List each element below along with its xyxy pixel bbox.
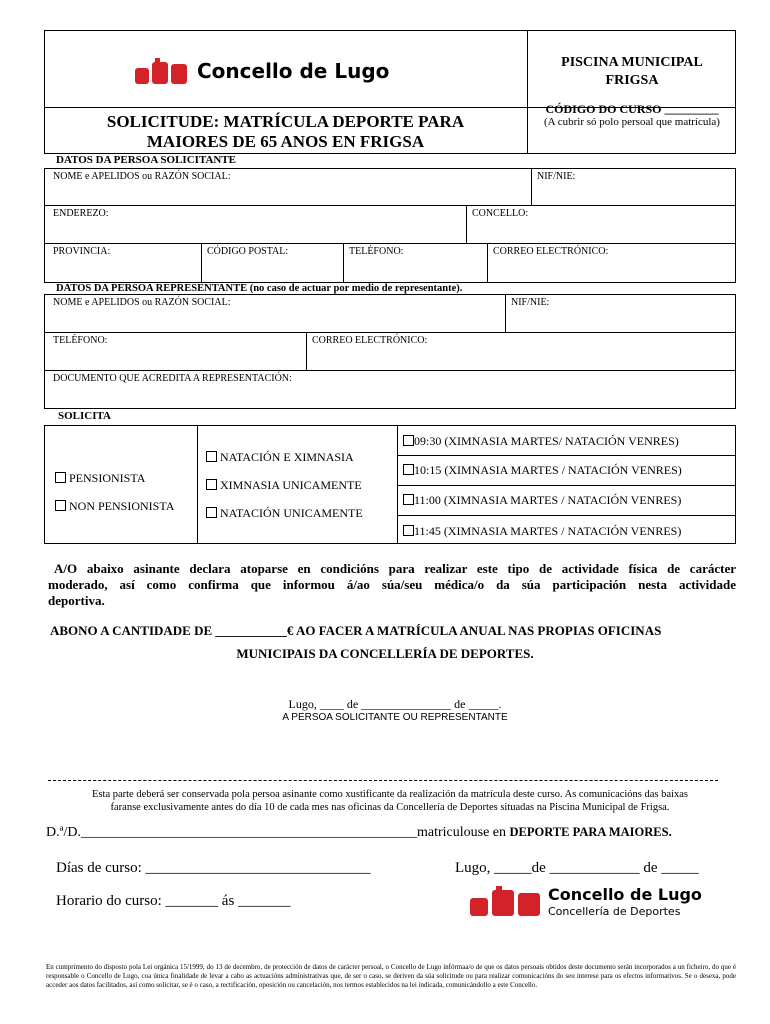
- applicant-name-field[interactable]: NOME e APELIDOS ou RAZÓN SOCIAL:: [53, 171, 231, 182]
- receipt-enrolled[interactable]: [46, 825, 672, 841]
- activity-gym-only-option[interactable]: [206, 478, 362, 493]
- receipt-note-line2: faranse exclusivamente antes do día 10 de cada mes nas oficinas da Concellería de Deportes situadas na Piscina Municipal de Frigsa.: [110, 802, 670, 813]
- schedule-0930-label: 09:30 (XIMNASIA MARTES/ NATACIÓN VENRES): [414, 434, 679, 448]
- gym-only-label: XIMNASIA UNICAMENTE: [220, 478, 362, 492]
- applicant-v5: [487, 243, 488, 283]
- representative-document-field[interactable]: DOCUMENTO QUE ACREDITA A REPRESENTACIÓN:: [53, 373, 292, 384]
- logo-text: Concello de Lugo: [197, 59, 390, 83]
- form-title-line1: SOLICITUDE: MATRÍCULA DEPORTE PARA: [106, 112, 465, 131]
- facility-line2: FRIGSA: [605, 73, 659, 88]
- applicant-province-field[interactable]: PROVINCIA:: [53, 246, 111, 257]
- applicant-phone-field[interactable]: TELÉFONO:: [349, 246, 404, 257]
- applicant-box: [44, 168, 736, 283]
- applicant-postal-field[interactable]: CÓDIGO POSTAL:: [207, 246, 289, 257]
- activity-swim-gym-option[interactable]: [206, 450, 354, 465]
- applicant-v1: [531, 168, 532, 205]
- cut-line: [48, 780, 718, 781]
- schedule-1015-label: 10:15 (XIMNASIA MARTES / NATACIÓN VENRES): [414, 463, 682, 477]
- representative-name-field[interactable]: NOME e APELIDOS ou RAZÓN SOCIAL:: [53, 297, 231, 308]
- schedule-1100-label: 11:00 (XIMNASIA MARTES / NATACIÓN VENRES): [414, 493, 682, 507]
- applicant-v2: [466, 205, 467, 243]
- declaration-line1: A/O abaixo asinante declara atoparse en condicións para realizar este tipo de actividade física de carácter: [54, 561, 736, 576]
- receipt-place-date[interactable]: Lugo, _____de ____________ de _____: [455, 860, 699, 876]
- schedule-0930-checkbox[interactable]: [403, 435, 414, 446]
- payment-line1: ABONO A CANTIDADE DE ___________€ AO FACER A MATRÍCULA ANUAL NAS PROPIAS OFICINAS: [50, 623, 662, 638]
- non-pensioner-label: NON PENSIONISTA: [69, 499, 175, 513]
- representative-nif-field[interactable]: NIF/NIE:: [511, 297, 550, 308]
- swim-gym-checkbox[interactable]: [206, 451, 217, 462]
- swim-only-checkbox[interactable]: [206, 507, 217, 518]
- course-code: CÓDIGO DO CURSO _________: [545, 102, 719, 116]
- receipt-note-line1: Esta parte deberá ser conservada pola persoa asinante como xustificante da realización da matrícula deste curso. As comunicacións das baixas: [92, 789, 688, 800]
- request-h2: [397, 485, 736, 486]
- receipt-logo-sub: Concellería de Deportes: [548, 905, 681, 918]
- course-code-note: (A cubrir só polo persoal que matrícula): [544, 116, 720, 128]
- receipt-logo: [470, 884, 720, 920]
- request-v1: [197, 425, 198, 544]
- non-pensioner-checkbox[interactable]: [55, 500, 66, 511]
- header-divider: [527, 30, 528, 154]
- applicant-email-field[interactable]: CORREO ELECTRÓNICO:: [493, 246, 609, 257]
- receipt-days[interactable]: Días de curso: ______________________________: [56, 860, 371, 876]
- request-h3: [397, 515, 736, 516]
- declaration-line2: moderado, así como confirma que informou á/ao súa/seu médica/o da súa participación nesta actividade: [48, 577, 736, 592]
- activity-swim-only-option[interactable]: [206, 506, 363, 521]
- schedule-1015-checkbox[interactable]: [403, 464, 414, 475]
- pensioner-checkbox[interactable]: [55, 472, 66, 483]
- form-title-line2: MAIORES DE 65 ANOS EN FRIGSA: [146, 132, 425, 151]
- applicant-council-field[interactable]: CONCELLO:: [472, 208, 529, 219]
- request-section-title: SOLICITA: [58, 410, 111, 422]
- facility-line1: PISCINA MUNICIPAL: [561, 55, 703, 70]
- representative-row2-line: [44, 370, 736, 371]
- receipt-schedule[interactable]: Horario do curso: _______ ás _______: [56, 893, 291, 909]
- status-non-pensioner-option[interactable]: [55, 499, 174, 514]
- concello-logo: [135, 56, 415, 88]
- schedule-0930-option[interactable]: [403, 434, 679, 449]
- receipt-enrolled-suffix: DEPORTE PARA MAIORES.: [509, 825, 672, 839]
- schedule-1145-label: 11:45 (XIMNASIA MARTES / NATACIÓN VENRES): [414, 524, 682, 538]
- form-title: [44, 112, 527, 152]
- applicant-section-title: DATOS DA PERSOA SOLICITANTE: [56, 154, 237, 166]
- declaration-text: [48, 561, 736, 609]
- schedule-1145-checkbox[interactable]: [403, 525, 414, 536]
- schedule-1015-option[interactable]: [403, 463, 682, 478]
- payment-line2: MUNICIPAIS DA CONCELLERÍA DE DEPORTES.: [236, 646, 534, 661]
- facility-name: [528, 54, 736, 90]
- applicant-row1-line: [44, 205, 736, 206]
- applicant-row2-line: [44, 243, 736, 244]
- swim-only-label: NATACIÓN UNICAMENTE: [220, 506, 363, 520]
- representative-box: [44, 294, 736, 409]
- declaration-line3: deportiva.: [48, 593, 105, 608]
- applicant-v4: [343, 243, 344, 283]
- status-pensioner-option[interactable]: [55, 471, 145, 486]
- representative-v1: [505, 294, 506, 332]
- swim-gym-label: NATACIÓN E XIMNASIA: [220, 450, 354, 464]
- representative-section-title: DATOS DA PERSOA REPRESENTANTE (no caso de actuar por medio de representante).: [56, 283, 463, 294]
- schedule-1100-option[interactable]: [403, 493, 681, 508]
- concello-logo-icon: [135, 58, 191, 86]
- applicant-nif-field[interactable]: NIF/NIE:: [537, 171, 576, 182]
- schedule-1145-option[interactable]: [403, 524, 681, 539]
- representative-phone-field[interactable]: TELÉFONO:: [53, 335, 108, 346]
- representative-row1-line: [44, 332, 736, 333]
- pensioner-label: PENSIONISTA: [69, 471, 146, 485]
- applicant-address-field[interactable]: ENDEREZO:: [53, 208, 109, 219]
- representative-v2: [306, 332, 307, 370]
- receipt-logo-text: Concello de Lugo: [548, 885, 702, 904]
- receipt-logo-icon: [470, 886, 544, 918]
- request-h1: [397, 455, 736, 456]
- legal-notice: En cumprimento do disposto pola Lei orgánica 15/1999, do 13 de decembro, de protección de datos de carácter persoal, o Concello de Lugo infórmaa/o de que os datos persoais obtidos deste documento serán incorporados a un ficheiro, do que é responsable o Concello de Lugo, coa única finalidade de levar a cabo as actuacións administrativas que, de ser o caso, se deriven da súa solicitude ou para realizar comunicacións do seu interese para os efectos informativos. Se o desexa, pode acceder aos datos facilitados, así como solicitar, se é o caso, a rectificación, oposición ou cancelación, nos termos establecidos na lei indicada, comunicándollo a este Concello.: [46, 963, 736, 989]
- gym-only-checkbox[interactable]: [206, 479, 217, 490]
- applicant-v3: [201, 243, 202, 283]
- signature-place-date[interactable]: Lugo, ____ de _______________ de _____.: [288, 697, 502, 711]
- receipt-note: [44, 788, 736, 814]
- receipt-enrolled-prefix: D.ª/D.________________________________________________matriculouse en: [46, 825, 510, 840]
- signature-signer: A PERSOA SOLICITANTE OU REPRESENTANTE: [282, 712, 508, 723]
- representative-email-field[interactable]: CORREO ELECTRÓNICO:: [312, 335, 428, 346]
- schedule-1100-checkbox[interactable]: [403, 494, 414, 505]
